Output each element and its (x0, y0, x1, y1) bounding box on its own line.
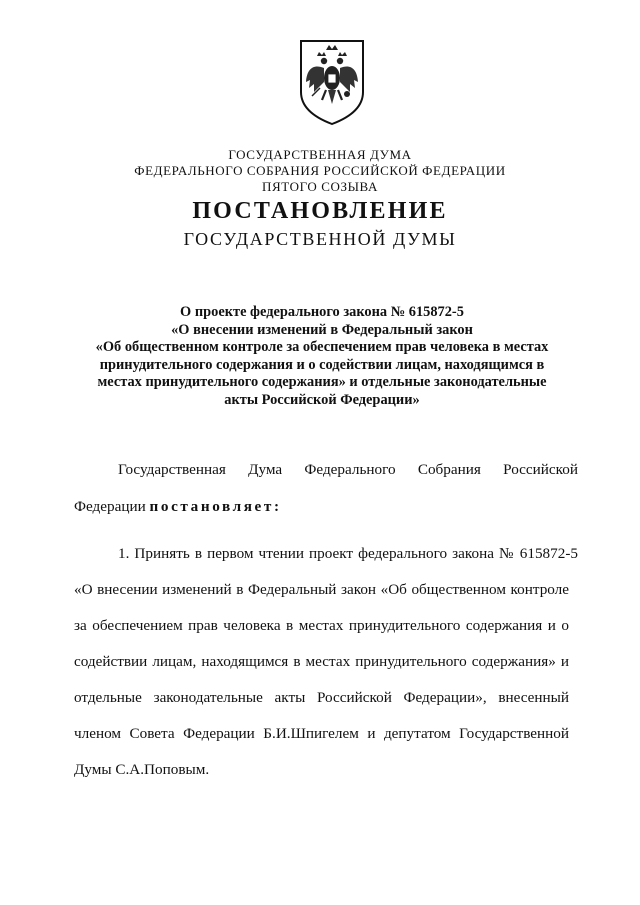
document-subtitle: ГОСУДАРСТВЕННОЙ ДУМЫ (183, 229, 457, 249)
point1-line: содействии лицам, находящимся в местах принудительного содержания» и (74, 653, 569, 670)
subject-line: местах принудительного содержания» и отдельные законодательные (97, 374, 547, 391)
document-subject (72, 304, 572, 410)
header-line-convocation: ПЯТОГО СОЗЫВА (262, 179, 378, 194)
subject-line: акты Российской Федерации» (224, 391, 420, 408)
point1-line: Думы С.А.Поповым. (74, 761, 210, 778)
point1-line: отдельные законодательные акты Российской Федерации», внесенный (74, 689, 569, 706)
preamble-line: Государственная Дума Федерального Собрания Российской (118, 461, 578, 478)
point1-line: 1. Принять в первом чтении проект федерального закона № 615872-5 (118, 545, 578, 562)
subject-line: принудительного содержания и о содействии лицам, находящимся в (99, 356, 545, 373)
preamble-resolves: постановляет: (149, 498, 282, 515)
subject-line: О проекте федерального закона № 615872-5 (180, 304, 464, 320)
coat-of-arms-icon (298, 38, 366, 126)
subject-line: «Об общественном контроле за обеспечением прав человека в местах (95, 339, 549, 356)
header-line-assembly: ФЕДЕРАЛЬНОГО СОБРАНИЯ РОССИЙСКОЙ ФЕДЕРАЦИИ (134, 163, 506, 178)
point1-line: за обеспечением прав человека в местах принудительного содержания и о (74, 617, 569, 634)
point1-line: «О внесении изменений в Федеральный закон «Об общественном контроле (74, 581, 569, 598)
subject-line: «О внесении изменений в Федеральный закон (171, 321, 473, 338)
point1-line: членом Совета Федерации Б.И.Шпигелем и депутатом Государственной (74, 725, 569, 742)
preamble-text: Федерации (74, 498, 150, 515)
preamble-line (74, 497, 282, 517)
header-line-duma: ГОСУДАРСТВЕННАЯ ДУМА (228, 147, 412, 162)
document-title: ПОСТАНОВЛЕНИЕ (192, 198, 448, 224)
